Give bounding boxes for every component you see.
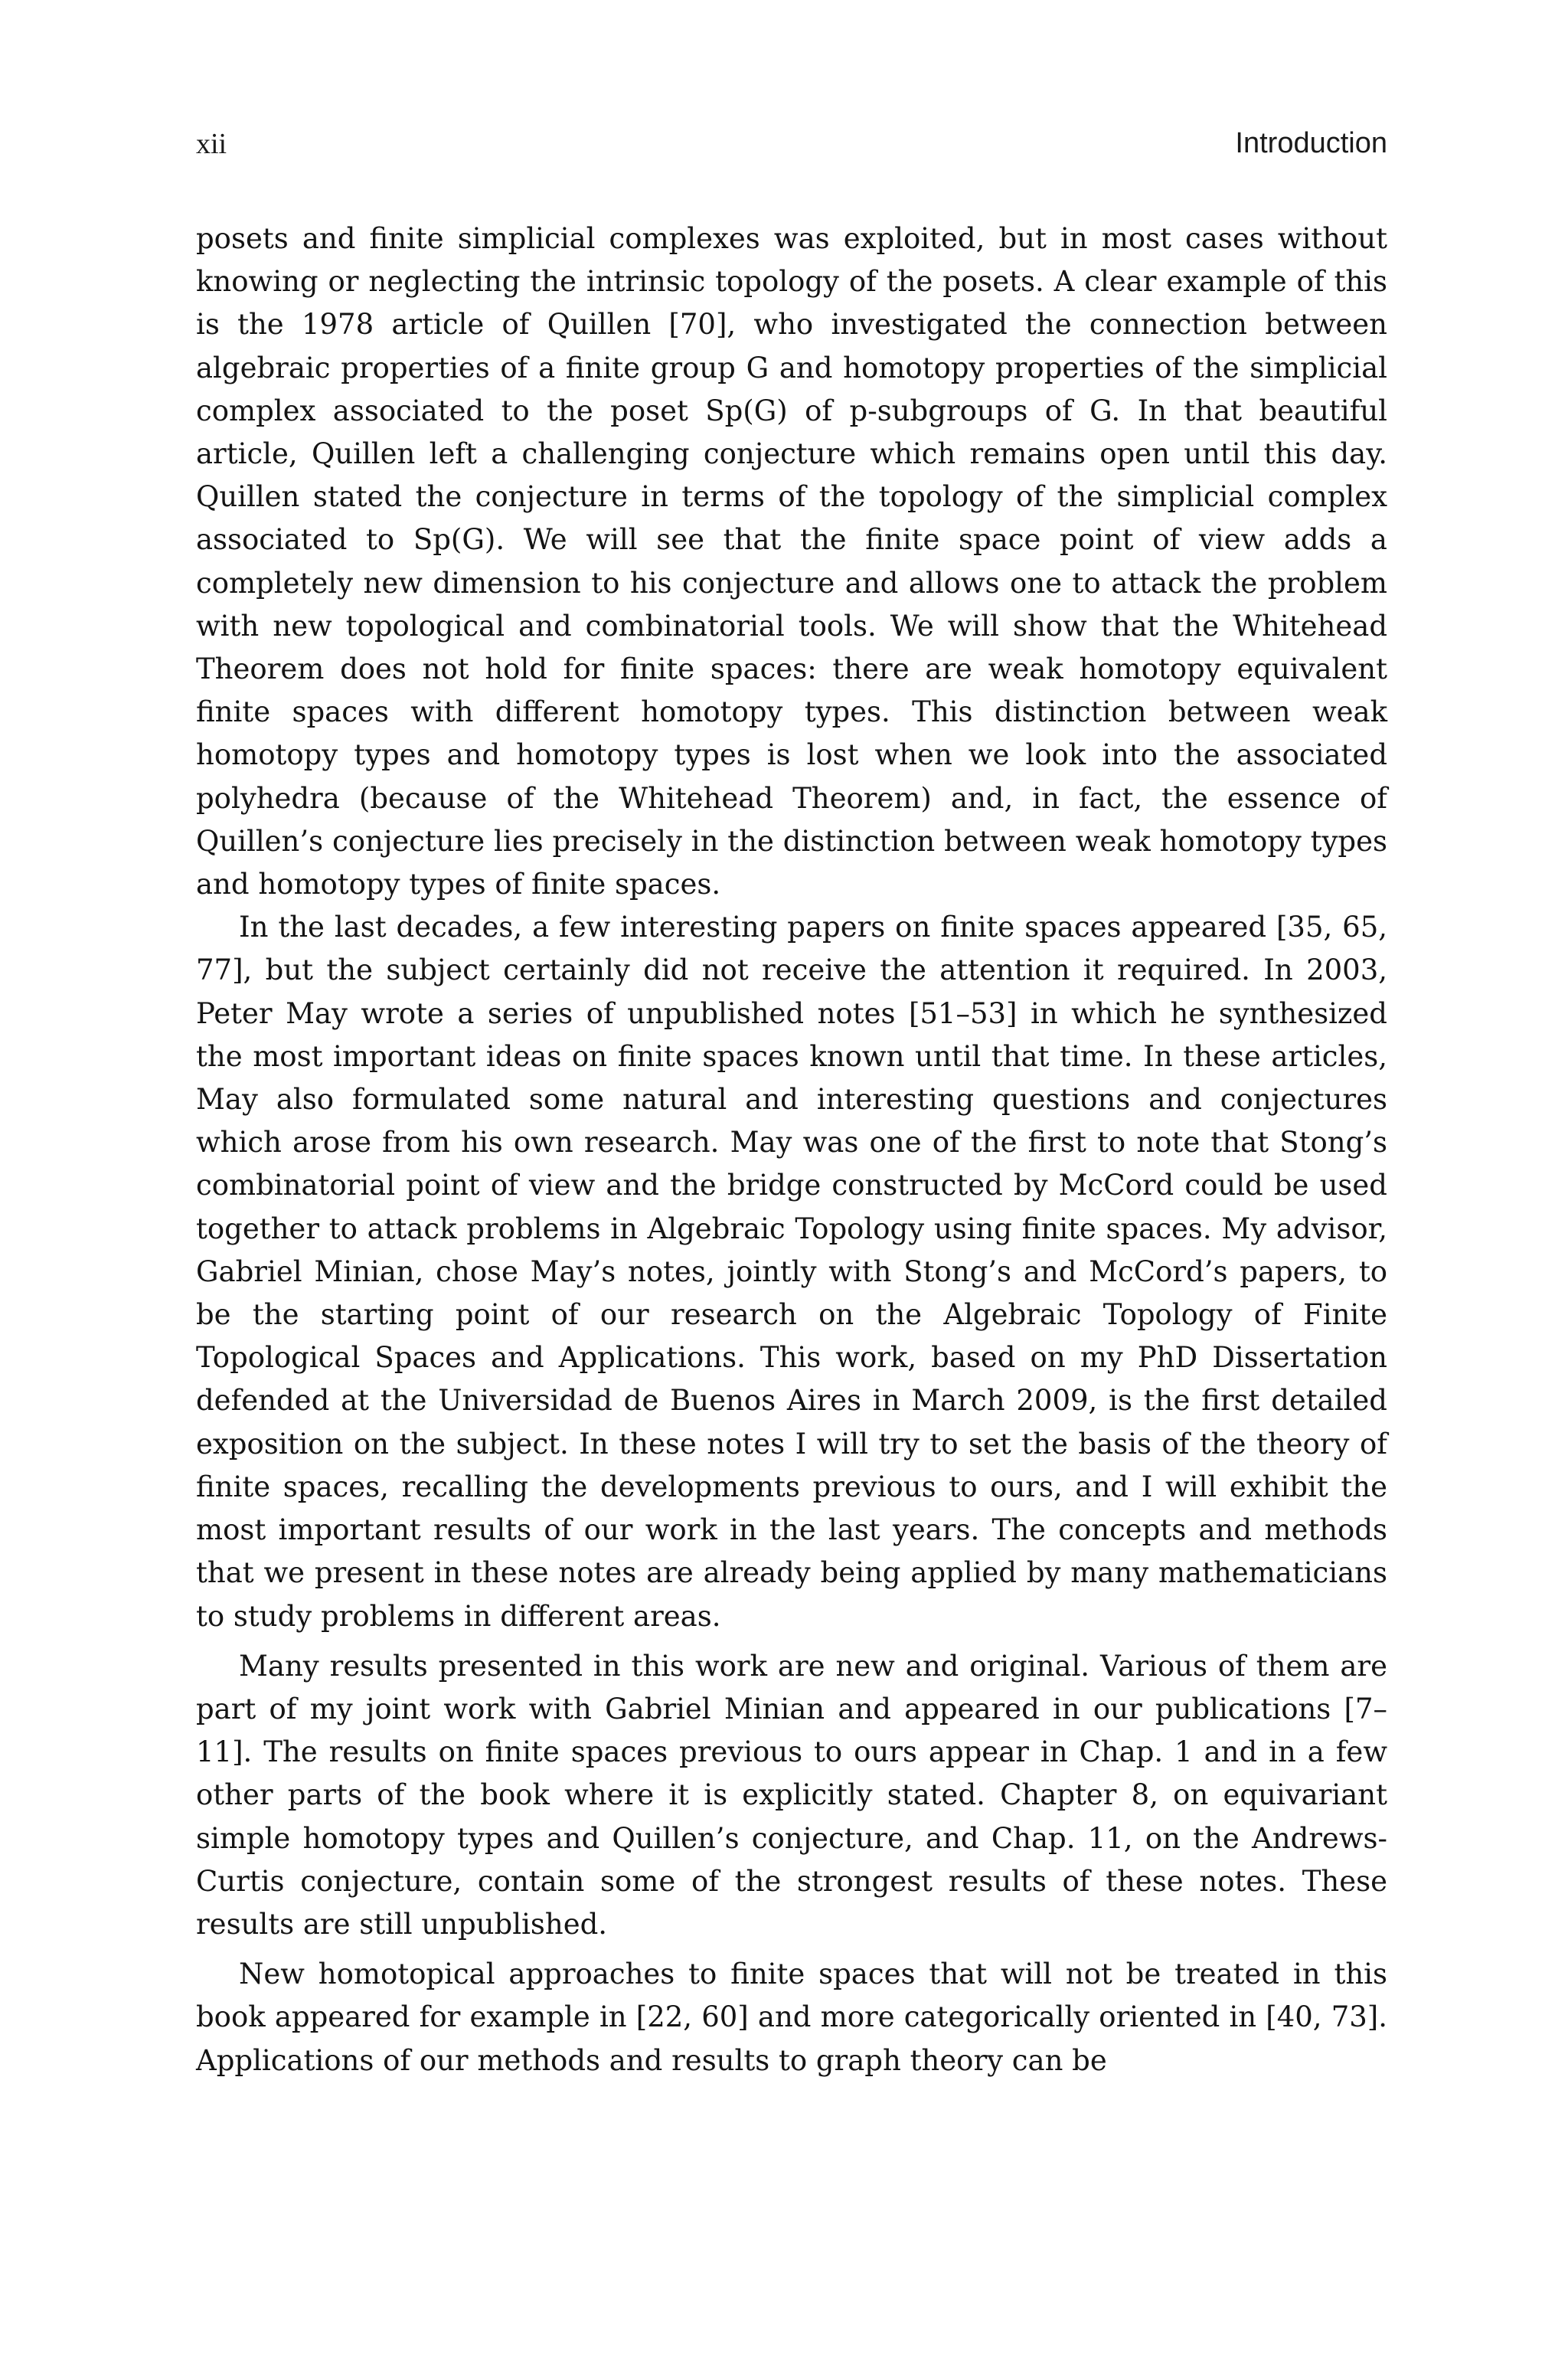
paragraph-original-results: Many results presented in this work are new and original. Various of them are part of my joint work with Gabriel Minian and appeared in our publications [7–11]. The results on finite spaces previous to ours appear in Chap. 1 and in a few other parts of the book where it is explicitly stated. Chapter 8, on equivariant simple homotopy types and Quillen’s conjecture, and Chap. 11, on the Andrews-Curtis conjecture, contain some of the strongest results of these notes. These results are still unpublished. bbox=[196, 1649, 1387, 1941]
paragraph-other-approaches: New homotopical approaches to finite spaces that will not be treated in this book appeared for example in [22, 60] and more categorically oriented in [40, 73]. Applications of our methods and results to graph theory can be bbox=[196, 1958, 1387, 2077]
paragraph-continued: posets and finite simplicial complexes was exploited, but in most cases without knowing or neglecting the intrinsic topology of the posets. A clear example of this is the 1978 article of Quillen [70], who investigated the connection between algebraic properties of a finite group G and homotopy properties of the simplicial complex associated to the poset Sp(G) of p-subgroups of G. In that beautiful article, Quillen left a challenging conjecture which remains open until this day. Quillen stated the conjecture in terms of the topology of the simplicial complex associated to Sp(G). We will see that the finite space point of view adds a completely new dimension to his conjecture and allows one to attack the problem with new topological and combinatorial tools. We will show that the Whitehead Theorem does not hold for finite spaces: there are weak homotopy equivalent finite spaces with different homotopy types. This distinction between weak homotopy types and homotopy types is lost when we look into the associated polyhedra (because of the Whitehead Theorem) and, in fact, the essence of Quillen’s conjecture lies precisely in the distinction between weak homotopy types and homotopy types of finite spaces. bbox=[196, 222, 1387, 901]
page-number: xii bbox=[196, 128, 227, 160]
paragraph-finite-spaces-history: In the last decades, a few interesting papers on finite spaces appeared [35, 65, 77], but the subject certainly did not receive the attention it required. In 2003, Peter May wrote a series of unpublished notes [51–53] in which he synthesized the most important ideas on finite spaces known until that time. In these articles, May also formulated some natural and interesting questions and conjectures which arose from his own research. May was one of the first to note that Stong’s combinatorial point of view and the bridge constructed by McCord could be used together to attack problems in Algebraic Topology using finite spaces. My advisor, Gabriel Minian, chose May’s notes, jointly with Stong’s and McCord’s papers, to be the starting point of our research on the Algebraic Topology of Finite Topological Spaces and Applications. This work, based on my PhD Dissertation defended at the Universidad de Buenos Aires in March 2009, is the first detailed exposition on the subject. In these notes I will try to set the basis of the theory of finite spaces, recalling the developments previous to ours, and I will exhibit the most important results of our work in the last years. The concepts and methods that we present in these notes are already being applied by many mathematicians to study problems in different areas. bbox=[196, 911, 1387, 1633]
body-text bbox=[196, 218, 1387, 2082]
running-head bbox=[196, 127, 1387, 173]
section-title: Introduction bbox=[1235, 127, 1387, 159]
